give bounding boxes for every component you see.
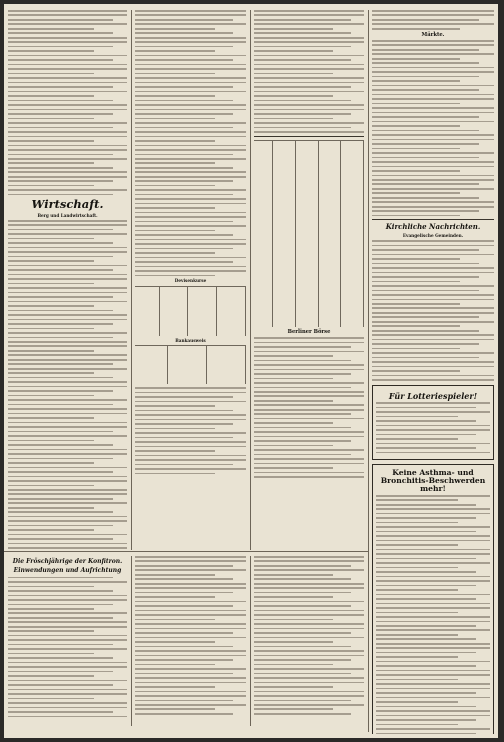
section-heading-boerse: Berliner Börse — [287, 328, 331, 335]
bottom-article-col-3 — [254, 556, 364, 732]
text-block — [135, 10, 246, 276]
advertisement-asthma — [372, 464, 494, 734]
newspaper-page — [4, 4, 498, 738]
text-block — [372, 240, 494, 381]
text-block — [372, 10, 494, 30]
column-rule — [368, 10, 369, 732]
text-block — [254, 10, 364, 133]
table-heading-devisen: Devisenkurse — [174, 278, 207, 284]
bottom-article-col-1 — [8, 556, 127, 732]
column-2 — [135, 10, 246, 550]
text-block — [254, 337, 364, 478]
column-1 — [8, 10, 127, 550]
ad-heading-asthma-line3: mehr! — [420, 483, 446, 493]
article-heading-line1: Die Fröschjährige der Konfitron. — [12, 558, 123, 565]
text-block — [8, 10, 127, 195]
column-rule — [250, 10, 251, 550]
text-block — [8, 220, 127, 550]
column-rule — [131, 556, 132, 726]
column-rule — [250, 556, 251, 726]
column-4 — [372, 10, 494, 734]
column-3 — [254, 10, 364, 550]
section-rule — [4, 551, 368, 552]
text-block — [135, 387, 246, 474]
article-heading-line2: Einwendungen und Aufrichtung — [13, 567, 122, 575]
table-heading-bankausweis: Bankausweis — [175, 337, 206, 343]
section-heading-maerkte: Märkte. — [421, 31, 445, 38]
bottom-article-col-2 — [135, 556, 246, 732]
price-table — [135, 345, 246, 384]
section-heading-wirtschaft: Wirtschaft. — [31, 197, 104, 212]
section-subheading: Evangelische Gemeinden. — [402, 232, 464, 238]
section-heading-kirchliche: Kirchliche Nachrichten. — [385, 222, 481, 232]
section-subheading: Berg und Landwirtschaft. — [37, 212, 98, 218]
ad-heading-asthma-line2: Bronchitis-Beschwerden — [380, 476, 486, 485]
column-rule — [131, 10, 132, 550]
price-table — [135, 286, 246, 336]
text-block — [372, 40, 494, 216]
exchange-table — [254, 140, 364, 327]
ad-heading-lotterie: Für Lotteriespieler! — [388, 390, 478, 401]
ad-heading-asthma-line1: Keine Asthma- und — [392, 468, 474, 478]
advertisement-lotterie — [372, 385, 494, 460]
